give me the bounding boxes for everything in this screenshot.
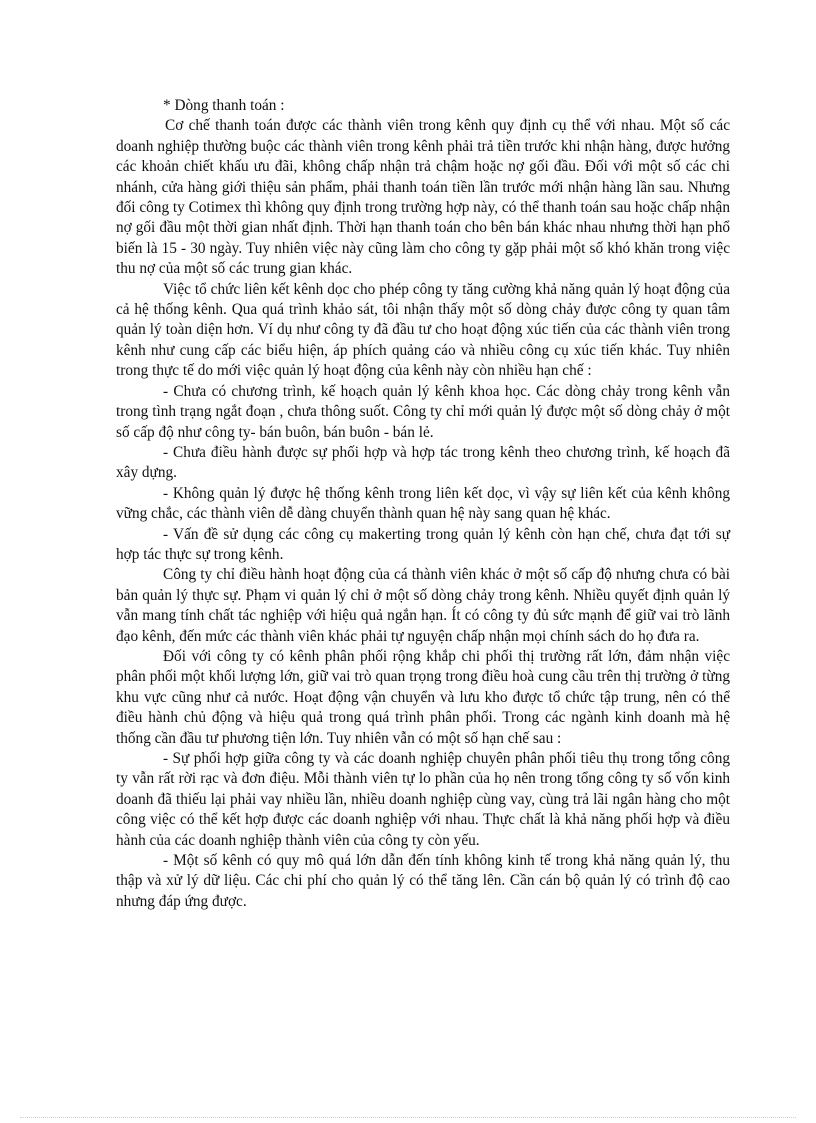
page-bottom-divider xyxy=(20,1117,796,1118)
list-item-channel-too-large: - Một số kênh có quy mô quá lớn dẫn đến tính không kinh tế trong khả năng quản lý, thu thập và xử lý dữ liệu. Các chi phí cho quản lý có thể tăng lên. Cần cán bộ quản lý có trình độ cao nhưng đáp ứng được. xyxy=(116,852,730,910)
section-heading: * Dòng thanh toán : xyxy=(163,97,285,114)
list-item-no-vertical-management: - Không quản lý được hệ thống kênh trong liên kết dọc, vì vậy sự liên kết của kênh không vững chắc, các thành viên dễ dàng chuyển thành quan hệ này sang quan hệ khác. xyxy=(116,484,730,523)
paragraph-payment-mechanism: Cơ chế thanh toán được các thành viên trong kênh quy định cụ thể với nhau. Một số các doanh nghiệp thường buộc các thành viên trong kênh phải trả tiền trước khi nhận hàng, được hưởng các khoản chiết khấu ưu đãi, không chấp nhận trả chậm hoặc nợ gối đầu. Đối với một số các chi nhánh, cửa hàng giới thiệu sản phẩm, phải thanh toán tiền lần trước mới nhận hàng lần sau. Nhưng đối công ty Cotimex thì không quy định trong trường hợp này, có thể thanh toán sau hoặc chấp nhận nợ gối đầu một thời gian nhất định. Thời hạn thanh toán cho bên bán khác nhau nhưng thời hạn phổ biến là 15 - 30 ngày. Tuy nhiên việc này cũng làm cho công ty gặp phải một số khó khăn trong việc thu nợ của một số các trung gian khác. xyxy=(116,117,730,278)
paragraph-management-scope: Công ty chỉ điều hành hoạt động của cá thành viên khác ở một số cấp độ nhưng chưa có bài bản quản lý thực sự. Phạm vi quản lý chỉ ở một số dòng chảy trong kênh. Nhiều quyết định quản lý vẫn mang tính chất tác nghiệp với hiệu quả ngắn hạn. Ít có công ty đủ sức mạnh để giữ vai trò lãnh đạo kênh, đến mức các thành viên khác phải tự nguyện chấp nhận mọi chính sách do họ đưa ra. xyxy=(116,566,730,645)
list-item-no-coordination: - Chưa điều hành được sự phối hợp và hợp tác trong kênh theo chương trình, kế hoạch đã xây dựng. xyxy=(116,443,730,482)
list-item-no-management-program: - Chưa có chương trình, kế hoạch quản lý kênh khoa học. Các dòng chảy trong kênh vẫn trong tình trạng ngắt đoạn , chưa thông suốt. Công ty chỉ mới quản lý được một số dòng chảy ở một số cấp độ như công ty- bán buôn, bán buôn - bán lẻ. xyxy=(116,382,730,441)
paragraph-wide-distribution: Đối với công ty có kênh phân phối rộng khắp chi phối thị trường rất lớn, đảm nhận việc phân phối một khối lượng lớn, giữ vai trò quan trọng trong điều hoà cung cầu trên thị trường ở từng khu vực cũng như cả nước. Hoạt động vận chuyển và lưu kho được tổ chức tập trung, nên có thể điều hành chủ động và hiệu quả trong quá trình phân phối. Trong các ngành kinh doanh mà hệ thống cần đầu tư phương tiện lớn. Tuy nhiên vẫn có một số hạn chế sau : xyxy=(116,647,730,747)
paragraph-vertical-channel-linkage: Việc tổ chức liên kết kênh dọc cho phép công ty tăng cường khả năng quản lý hoạt động của cả hệ thống kênh. Qua quá trình khảo sát, tôi nhận thấy một số dòng chảy được công ty quan tâm quản lý toàn diện hơn. Ví dụ như công ty đã đầu tư cho hoạt động xúc tiến của các thành viên trong kênh như cung cấp các biểu hiện, áp phích quảng cáo và nhiều công cụ xúc tiến khác. Tuy nhiên trong thực tế do mới việc quản lý hoạt động của kênh này còn nhiều hạn chế : xyxy=(116,280,730,380)
document-body xyxy=(116,96,730,912)
list-item-coordination-weak: - Sự phối hợp giữa công ty và các doanh nghiệp chuyên phân phối tiêu thụ trong tổng công ty vẫn rất rời rạc và đơn điệu. Mỗi thành viên tự lo phần của họ nên trong tổng công ty số vốn kinh doanh đã thiếu lại phải vay nhiều lần, nhiều doanh nghiệp cùng vay, cùng trả lãi ngân hàng cho một công việc có thể kết hợp được các doanh nghiệp với nhau. Thực chất là khả năng phối hợp và điều hành của các doanh nghiệp thành viên của công ty còn yếu. xyxy=(116,750,730,849)
list-item-marketing-tools: - Vấn đề sử dụng các công cụ makerting trong quản lý kênh còn hạn chế, chưa đạt tới sự hợp tác thực sự trong kênh. xyxy=(116,525,730,563)
